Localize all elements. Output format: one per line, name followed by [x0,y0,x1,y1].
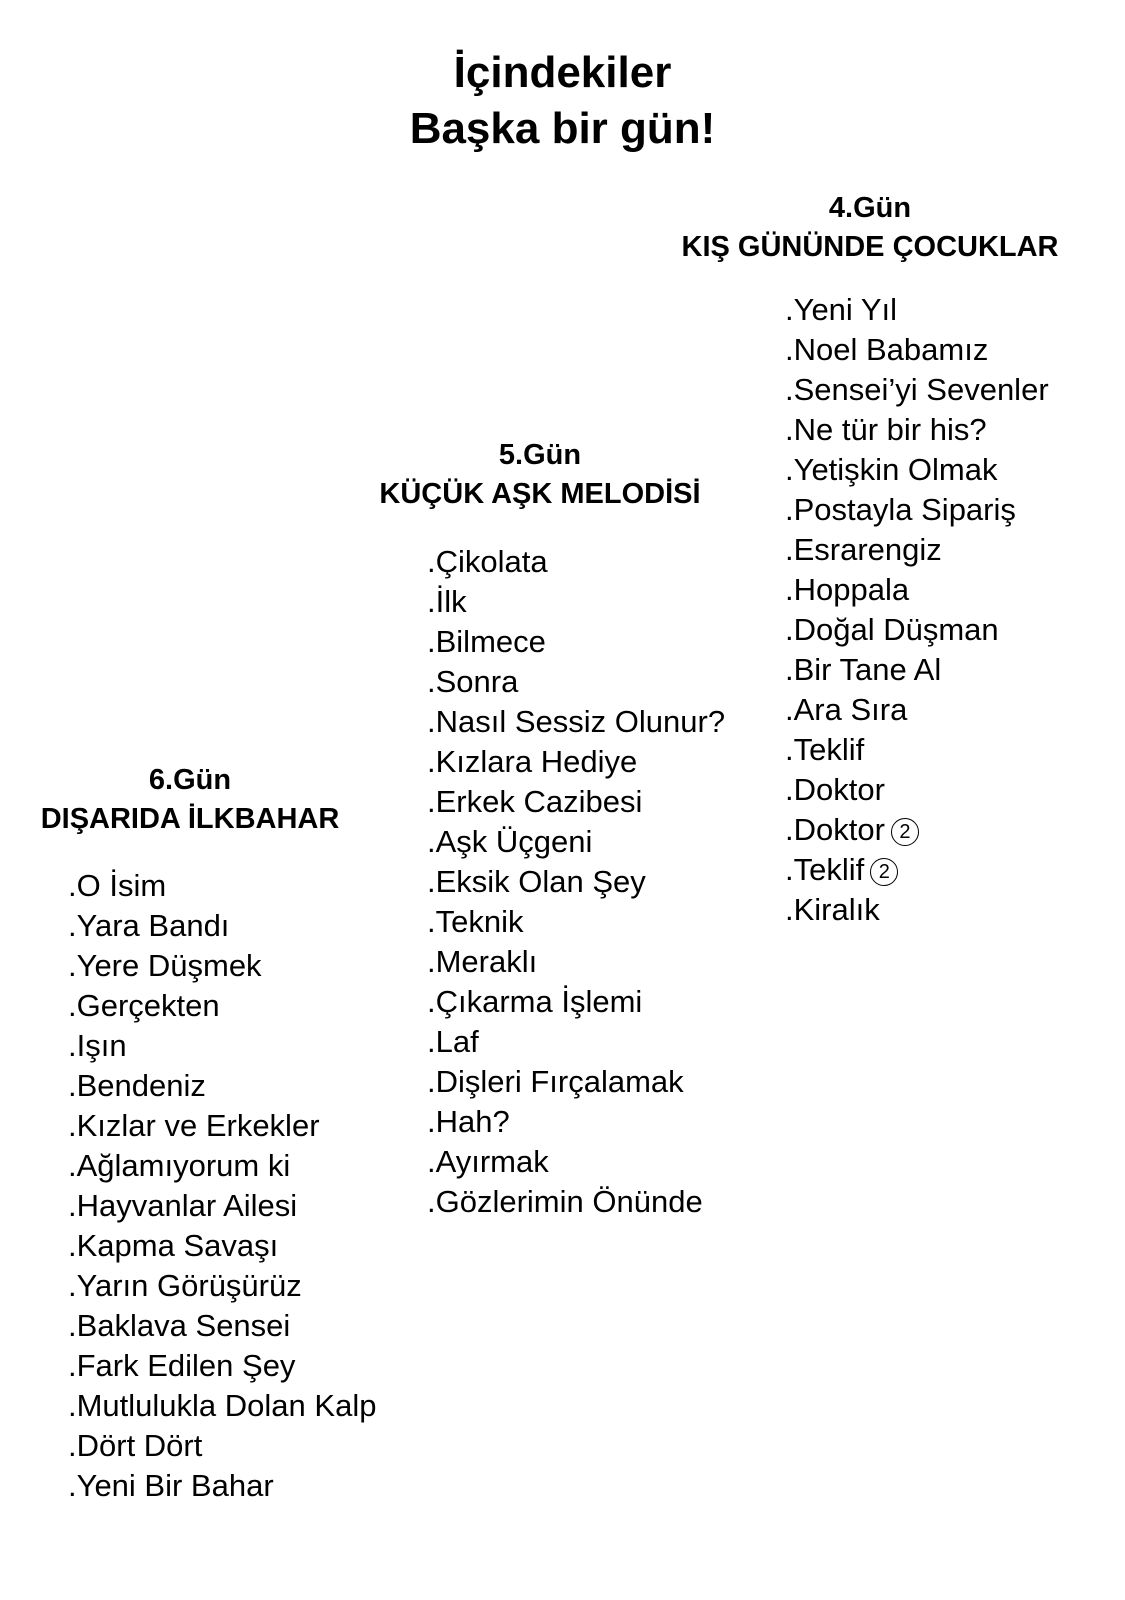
chapter-title: .Yeni Bir Bahar [68,1468,274,1503]
chapter-title: .Esrarengiz [785,532,942,567]
chapter-title: .Işın [68,1028,127,1063]
chapter-title: .Meraklı [427,944,538,979]
chapter-title: .Ağlamıyorum ki [68,1148,291,1183]
chapter-item [427,702,725,742]
chapter-item [785,410,1049,450]
chapter-title: .Ara Sıra [785,692,908,727]
section-title: KIŞ GÜNÜNDE ÇOCUKLAR [681,231,1059,263]
chapter-title: .Sensei’yi Sevenler [785,372,1049,407]
chapter-item [68,1466,376,1506]
chapter-title: .Bendeniz [68,1068,206,1103]
chapter-item [785,850,1049,890]
chapter-item [785,730,1049,770]
chapter-item [68,1426,376,1466]
chapter-title: .Erkek Cazibesi [427,784,643,819]
chapter-title: .Hah? [427,1104,510,1139]
chapter-title: .Gözlerimin Önünde [427,1184,703,1219]
chapter-title: .Bilmece [427,624,546,659]
page-title-line-2: Başka bir gün! [409,104,716,153]
chapter-title: .Noel Babamız [785,332,989,367]
chapter-title: .Fark Edilen Şey [68,1348,296,1383]
section-title: KÜÇÜK AŞK MELODİSİ [379,478,701,510]
chapter-title: .Doktor [785,772,885,807]
chapter-title: .Teklif [785,852,865,887]
chapter-item [68,1186,376,1226]
chapter-item [785,490,1049,530]
chapter-title: .Çikolata [427,544,548,579]
chapter-item [68,986,376,1026]
chapter-item [68,1386,376,1426]
chapter-item [427,782,725,822]
chapter-item [427,662,725,702]
chapter-title: .Teknik [427,904,524,939]
chapter-item [785,690,1049,730]
chapter-item [68,1306,376,1346]
chapter-item [427,862,725,902]
chapter-item [68,866,376,906]
chapter-item [427,622,725,662]
chapter-item [427,1102,725,1142]
section-title: DIŞARIDA İLKBAHAR [40,803,340,835]
chapter-title: .Çıkarma İşlemi [427,984,643,1019]
chapter-item [785,570,1049,610]
chapter-list [427,542,725,1222]
chapter-title: .Laf [427,1024,479,1059]
chapter-title: .Yarın Görüşürüz [68,1268,302,1303]
chapter-title: .Yeni Yıl [785,292,898,327]
chapter-item [785,290,1049,330]
chapter-title: .Yara Bandı [68,908,230,943]
chapter-item [427,942,725,982]
chapter-title: .Kızlara Hediye [427,744,638,779]
chapter-item [68,1106,376,1146]
chapter-item [68,1266,376,1306]
chapter-item [427,582,725,622]
part-number-badge: 2 [870,858,898,886]
chapter-item [427,822,725,862]
chapter-title: .Dört Dört [68,1428,203,1463]
chapter-title: .Hayvanlar Ailesi [68,1188,298,1223]
page-title-line-1: İçindekiler [453,48,672,97]
page-title [0,45,1125,157]
chapter-item [68,1226,376,1266]
chapter-item [68,906,376,946]
chapter-item [68,1146,376,1186]
section-heading [650,189,1090,267]
chapter-item [785,770,1049,810]
section-day-number: 6.Gün [148,764,232,796]
chapter-title: .Eksik Olan Şey [427,864,646,899]
chapter-title: .Kızlar ve Erkekler [68,1108,320,1143]
chapter-list [785,290,1049,930]
chapter-title: .Hoppala [785,572,910,607]
chapter-title: .Ayırmak [427,1144,549,1179]
chapter-item [785,810,1049,850]
chapter-title: .Postayla Sipariş [785,492,1016,527]
chapter-item [427,1142,725,1182]
chapter-title: .Yere Düşmek [68,948,262,983]
chapter-item [427,902,725,942]
chapter-title: .O İsim [68,868,167,903]
section-day-number: 5.Gün [498,439,582,471]
section-heading [345,436,735,514]
section-heading [10,761,370,839]
chapter-title: .Yetişkin Olmak [785,452,998,487]
chapter-title: .Baklava Sensei [68,1308,291,1343]
chapter-item [68,1346,376,1386]
chapter-item [785,450,1049,490]
chapter-title: .Teklif [785,732,865,767]
chapter-title: .Nasıl Sessiz Olunur? [427,704,726,739]
chapter-item [427,742,725,782]
chapter-item [785,330,1049,370]
chapter-title: .Kiralık [785,892,880,927]
chapter-item [785,610,1049,650]
chapter-item [68,1066,376,1106]
chapter-item [785,890,1049,930]
chapter-title: .Kapma Savaşı [68,1228,279,1263]
chapter-item [68,1026,376,1066]
chapter-title: .Mutlulukla Dolan Kalp [68,1388,377,1423]
section-day-number: 4.Gün [828,192,912,224]
chapter-title: .Bir Tane Al [785,652,942,687]
chapter-title: .İlk [427,584,467,619]
part-number-badge: 2 [891,818,919,846]
chapter-title: .Doktor [785,812,885,847]
chapter-title: .Doğal Düşman [785,612,999,647]
chapter-list [68,866,376,1506]
chapter-item [427,1022,725,1062]
chapter-item [427,1182,725,1222]
chapter-item [785,650,1049,690]
chapter-item [785,370,1049,410]
chapter-item [785,530,1049,570]
chapter-item [427,1062,725,1102]
chapter-item [427,982,725,1022]
chapter-title: .Gerçekten [68,988,220,1023]
chapter-title: .Ne tür bir his? [785,412,987,447]
chapter-title: .Sonra [427,664,519,699]
chapter-title: .Dişleri Fırçalamak [427,1064,684,1099]
chapter-item [427,542,725,582]
chapter-item [68,946,376,986]
chapter-title: .Aşk Üçgeni [427,824,593,859]
